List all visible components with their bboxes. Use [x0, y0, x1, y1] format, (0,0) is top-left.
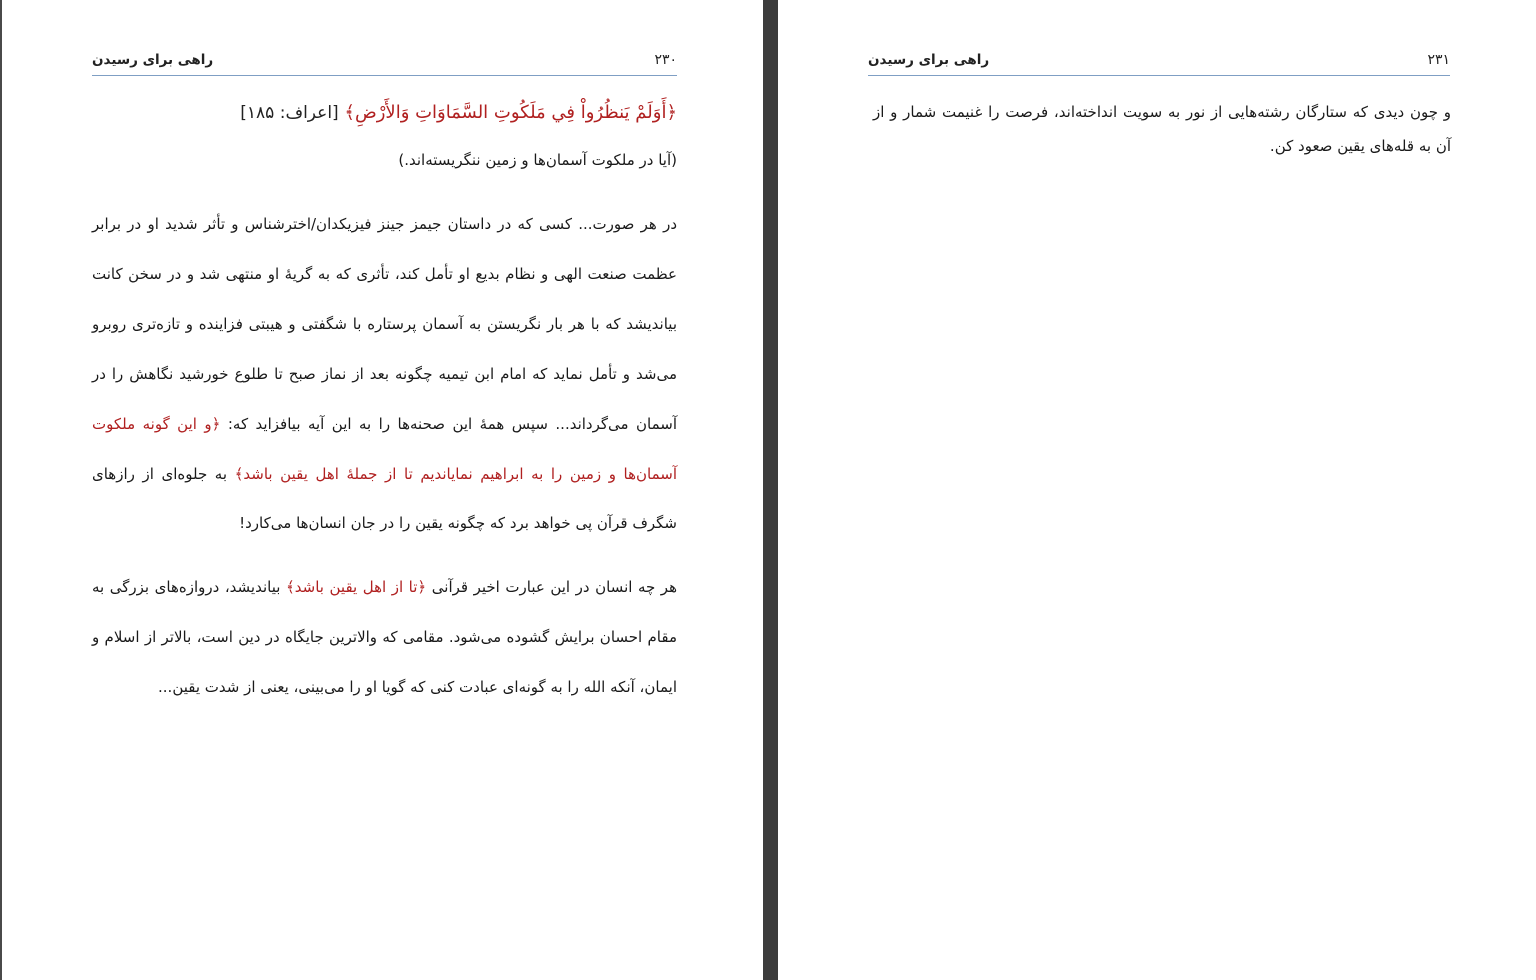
page-body [873, 95, 1451, 163]
verse-text: ﴿أَوَلَمْ يَنظُرُواْ فِي مَلَكُوتِ السَّمَاوَاتِ وَالأَرْضِ﴾ [344, 102, 677, 123]
paragraph-2 [92, 563, 677, 713]
verse-reference: [اعراف: ۱۸۵] [240, 103, 339, 123]
paragraph-1-text-b: به جلوه‌ای از رازهای شگرف قرآن پی خواهد برد که چگونه یقین را در جان انسان‌ها می‌کارد! [92, 464, 677, 533]
page-left [2, 0, 763, 980]
header-divider [92, 75, 677, 76]
page-number: ۲۳۱ [1427, 52, 1450, 68]
paragraph: و چون دیدی که ستارگان رشته‌هایی از نور به سویت انداخته‌اند، فرصت را غنیمت شمار و از آن به قله‌های یقین صعود کن. [873, 103, 1451, 155]
quran-verse [92, 96, 677, 130]
page-gutter [763, 0, 778, 980]
paragraph-1-quote: ﴿و این گونه ملکوت آسمان‌ها و زمین را به ابراهیم نماياندیم تا از جملهٔ اهل یقین باشد﴾ [92, 414, 677, 483]
page-header [92, 48, 677, 72]
paragraph-1 [92, 200, 677, 549]
page-number: ۲۳۰ [654, 52, 677, 68]
running-title: راهی برای رسیدن [92, 52, 214, 68]
verse-translation: (آیا در ملکوت آسمان‌ها و زمین ننگریسته‌اند.) [398, 151, 677, 169]
paragraph-2-text-a: هر چه انسان در این عبارت اخیر قرآنی [426, 578, 677, 597]
page-right [778, 0, 1536, 980]
header-divider [868, 75, 1450, 76]
page-body [92, 96, 677, 727]
running-title: راهی برای رسیدن [868, 52, 990, 68]
paragraph-2-quote: ﴿تا از اهل یقین باشد﴾ [285, 578, 427, 597]
page-header [868, 48, 1450, 72]
paragraph-1-text-a: در هر صورت... کسی که در داستان جیمز جینز فیزیکدان/اخترشناس و تأثر شدید او در برابر عظمت صنعت الهی و نظام بدیع او تأمل کند، تأثری که به گریهٔ او منتهی شد و در سخن کانت بیاندیشد که با هر بار نگریستن به آسمان پرستاره با شگفتی و هیبتی فزاینده و تازه‌تری روبرو می‌شد و تأمل نماید که امام ابن تیمیه چگونه بعد از نماز صبح تا طلوع خورشید نگاهش را در آسمان می‌گرداند... سپس همهٔ این صحنه‌ها را به این آیه بیافزاید که: [92, 215, 678, 433]
paragraph-2-text-b: بیاندیشد، دروازه‌های بزرگی به مقام احسان برایش گشوده می‌شود. مقامی که والاترین جایگاه در دین است، بالاتر از اسلام و ایمان، آنکه الله را به گونه‌ای عبادت کنی که گویا او را می‌بینی، یعنی از شدت یقین... [92, 578, 677, 697]
